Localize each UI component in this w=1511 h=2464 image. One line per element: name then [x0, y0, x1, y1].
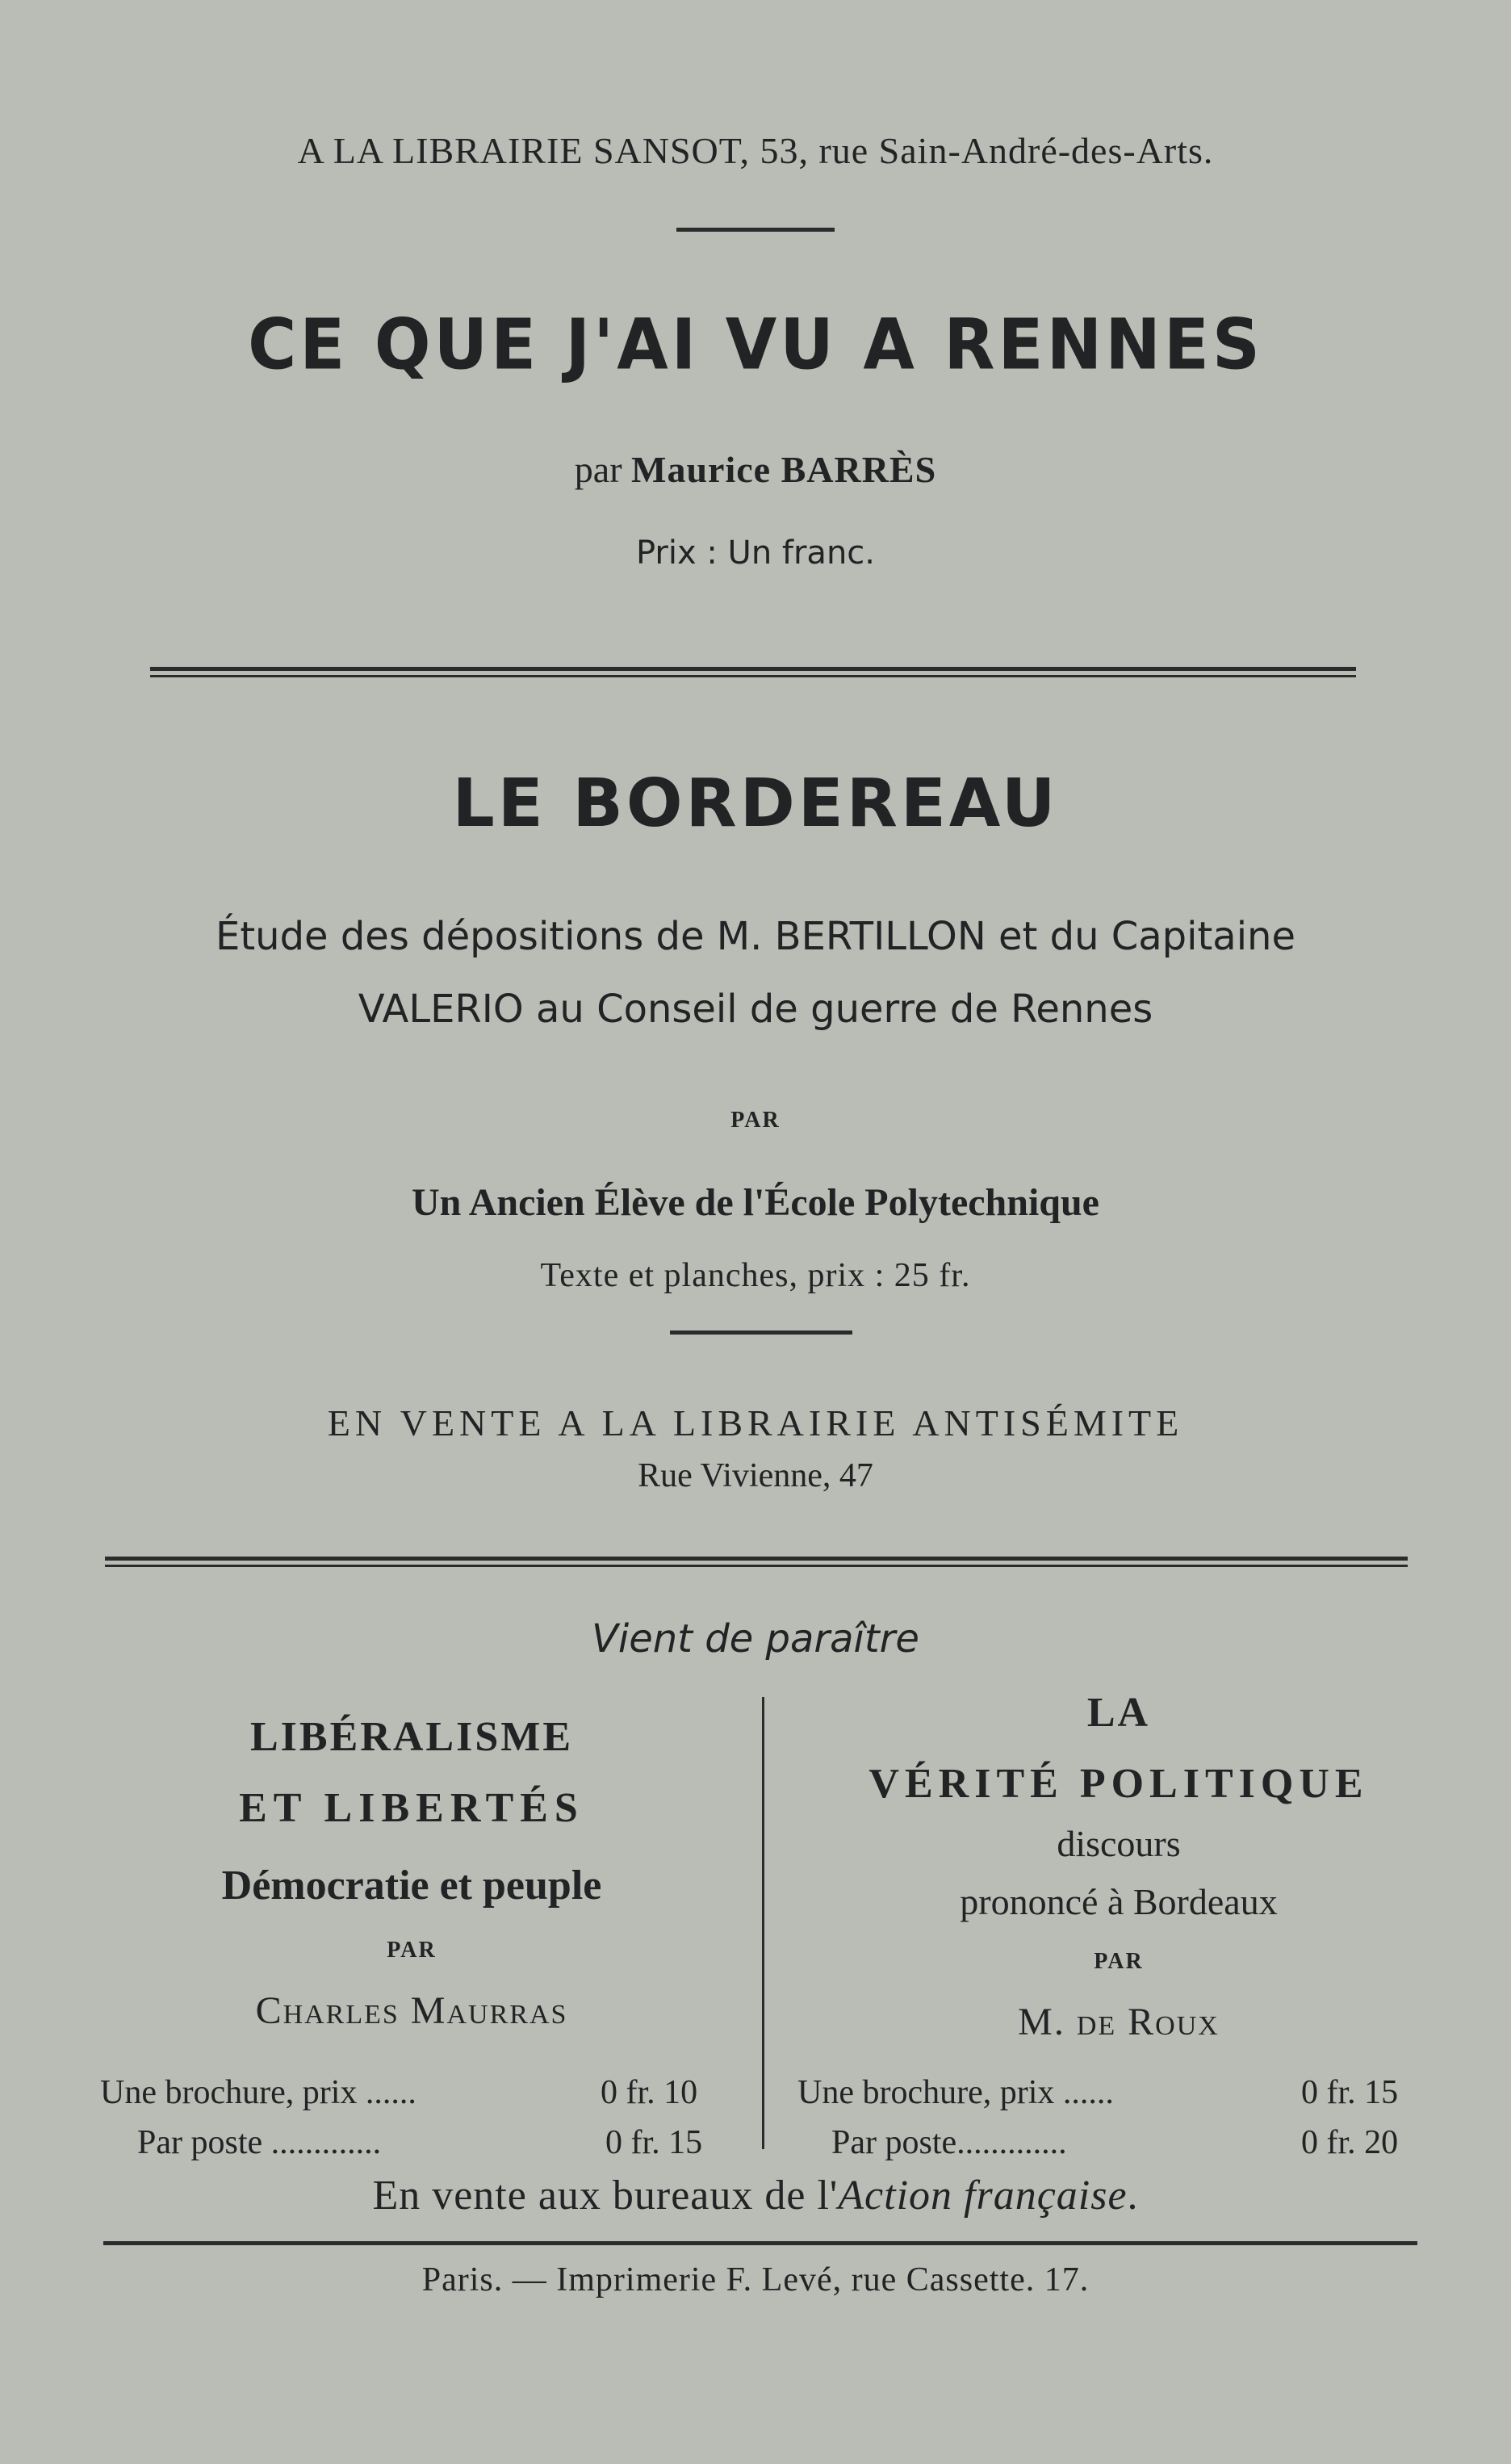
- left-par: PAR: [387, 1938, 437, 1963]
- right-title-line1: LA: [1086, 1690, 1151, 1736]
- column-divider: [762, 1697, 764, 2149]
- short-rule-2: [670, 1330, 852, 1335]
- right-row1-label: Une brochure, prix ......: [797, 2074, 1114, 2111]
- book2-subtitle-line1: Étude des dépositions de M. BERTILLON et du Capitaine: [216, 914, 1295, 959]
- left-title-line1: LIBÉRALISME: [250, 1714, 573, 1760]
- right-column: [780, 1678, 1458, 2057]
- book1-byline: [0, 448, 1511, 491]
- book2-sale-address: Rue Vivienne, 47: [638, 1457, 873, 1494]
- short-rule-1: [676, 228, 835, 232]
- right-par: PAR: [1094, 1949, 1144, 1974]
- right-row2-value: 0 fr. 20: [1301, 2124, 1399, 2161]
- right-row1: [797, 2073, 1114, 2112]
- book1-author-prefix: par: [574, 449, 622, 490]
- left-row2-value: 0 fr. 15: [605, 2124, 703, 2161]
- book2-price: Texte et planches, prix : 25 fr.: [540, 1257, 971, 1294]
- left-row2: [137, 2123, 381, 2162]
- right-row1-value: 0 fr. 15: [1301, 2074, 1399, 2111]
- right-subtitle-line2: prononcé à Bordeaux: [960, 1881, 1278, 1922]
- bottom-rule: [103, 2241, 1417, 2245]
- left-title-line2: ET LIBERTÉS: [239, 1785, 584, 1831]
- right-author: M. de Roux: [1018, 2001, 1220, 2043]
- double-rule-1: [150, 667, 1356, 677]
- left-row1-label: Une brochure, prix ......: [100, 2074, 416, 2111]
- sale-italic: Action française: [838, 2173, 1128, 2219]
- left-row2-label: Par poste .............: [137, 2124, 382, 2161]
- left-author: Charles Maurras: [255, 1989, 568, 2032]
- left-row1: [100, 2073, 416, 2112]
- book2-subtitle-line2: VALERIO au Conseil de guerre de Rennes: [358, 987, 1153, 1032]
- publisher-line: A LA LIBRAIRIE SANSOT, 53, rue Sain-André-des-Arts.: [297, 130, 1214, 171]
- left-column: [89, 1702, 735, 2049]
- left-row1-value: 0 fr. 10: [601, 2074, 698, 2111]
- right-subtitle-line1: discours: [1057, 1823, 1181, 1864]
- book2-par: PAR: [730, 1108, 781, 1133]
- right-row2: [831, 2123, 1067, 2162]
- right-row2-label: Par poste.............: [831, 2124, 1067, 2161]
- printer-line: Paris. — Imprimerie F. Levé, rue Cassette. 17.: [421, 2261, 1090, 2298]
- new-release-heading: Vient de paraître: [592, 1616, 919, 1662]
- book2-sale-line: EN VENTE A LA LIBRAIRIE ANTISÉMITE: [327, 1402, 1184, 1444]
- sale-suffix: .: [1127, 2173, 1139, 2219]
- left-subtitle: Démocratie et peuple: [221, 1863, 602, 1909]
- book1-title: CE QUE J'AI VU A RENNES: [248, 304, 1263, 386]
- double-rule-2: [105, 1557, 1408, 1567]
- book1-author: Maurice BARRÈS: [631, 449, 937, 490]
- book1-price: Prix : Un franc.: [636, 534, 875, 572]
- book2-author: Un Ancien Élève de l'École Polytechnique: [412, 1181, 1099, 1224]
- sale-prefix: En vente aux bureaux de l': [372, 2173, 839, 2219]
- right-title-line2: VÉRITÉ POLITIQUE: [869, 1761, 1369, 1807]
- book2-title: LE BORDEREAU: [452, 765, 1059, 842]
- new-release-sale-line: [0, 2172, 1511, 2219]
